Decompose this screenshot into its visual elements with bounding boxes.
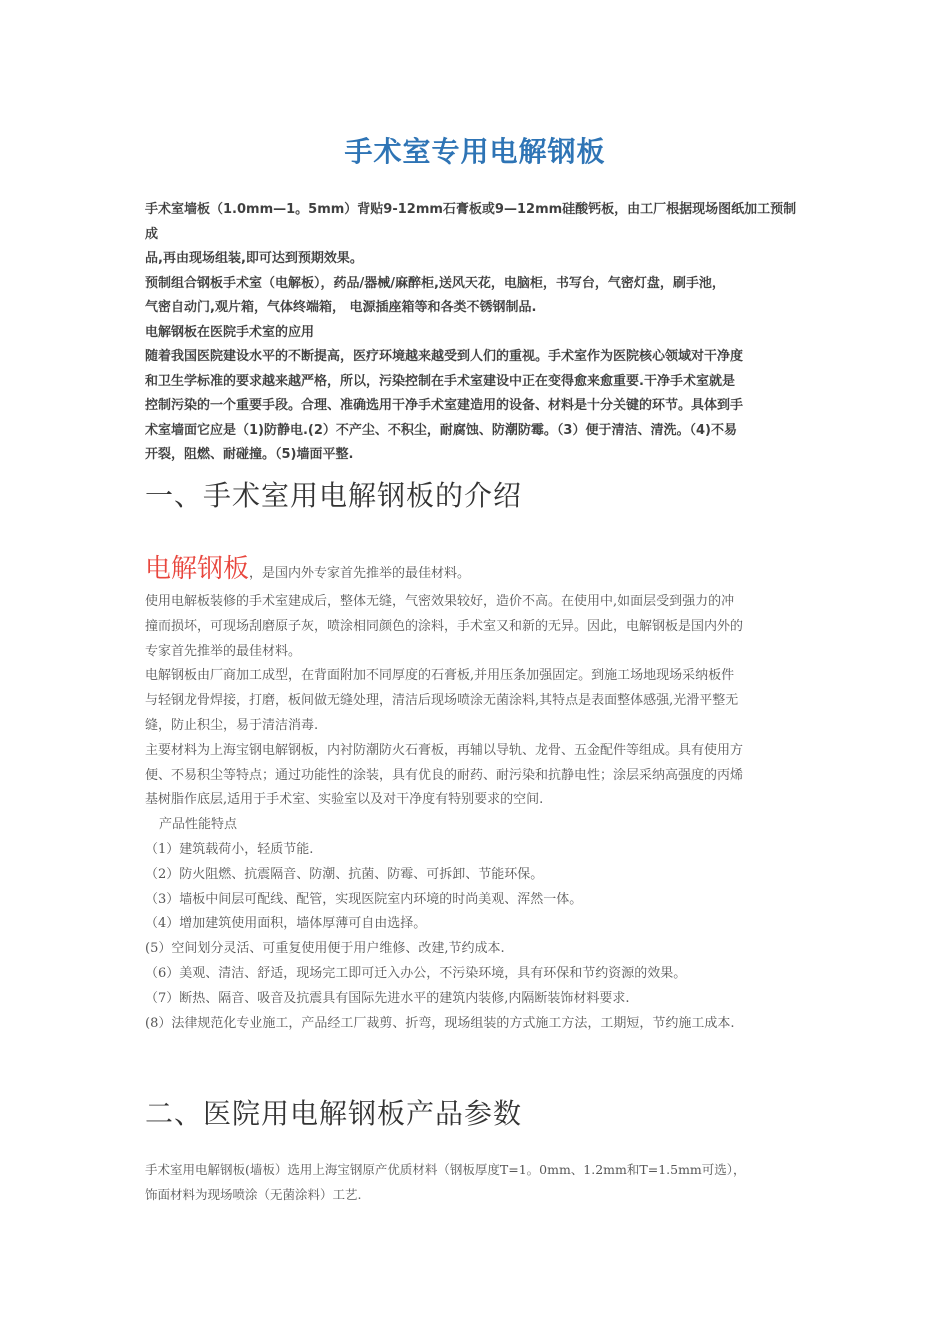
intro-line: 气密自动门,观片箱，气体终端箱， 电源插座箱等和各类不锈钢制品.: [145, 300, 537, 315]
intro-line: 品,再由现场组装,即可达到预期效果。: [145, 251, 363, 266]
paragraph-line: 撞而损坏，可现场刮磨原子灰，喷涂相同颜色的涂料，手术室又和新的无异。因此，电解钢板是国内外的: [145, 618, 744, 634]
feature-item: (8）法律规范化专业施工，产品经工厂裁剪、折弯，现场组装的方式施工方法，工期短，节约施工成本.: [145, 1015, 735, 1031]
section-2-heading: 二、医院用电解钢板产品参数: [145, 1097, 523, 1130]
feature-item: （3）墙板中间层可配线、配管，实现医院室内环境的时尚美观、浑然一体。: [145, 891, 583, 907]
section-1-body: [145, 590, 807, 1036]
paragraph-line: 电解钢板由厂商加工成型，在背面附加不同厚度的石膏板,并用压条加强固定。到施工场地现场采纳板件: [145, 668, 735, 684]
section-1-lead: [145, 548, 807, 585]
feature-item: （7）断热、隔音、吸音及抗震具有国际先进水平的建筑内装修,内隔断装饰材料要求.: [145, 990, 630, 1006]
lead-text: ，是国内外专家首先推举的最佳材料。: [249, 566, 471, 581]
feature-item: （4）增加建筑使用面积，墙体厚薄可自由选择。: [145, 916, 427, 932]
intro-line: 手术室墙板（1.0mm—1。5mm）背贴9-12mm石膏板或9—12mm硅酸钙板，由工厂根据现场图纸加工预制成: [145, 202, 797, 242]
intro-line: 控制污染的一个重要手段。合理、准确选用干净手术室建造用的设备、材料是十分关键的环节。具体到手: [145, 398, 744, 413]
intro-line: 和卫生学标准的要求越来越严格，所以，污染控制在手术室建设中正在变得愈来愈重要.干净手术室就是: [145, 373, 735, 389]
paragraph-line: 主要材料为上海宝钢电解钢板，内衬防潮防火石膏板，再辅以导轨、龙骨、五金配件等组成。具有使用方: [145, 742, 744, 758]
feature-item: （6）美观、清洁、舒适，现场完工即可迁入办公，不污染环境，具有环保和节约资源的效果。: [145, 965, 687, 981]
paragraph-line: 手术室用电解钢板(墙板）选用上海宝钢原产优质材料（钢板厚度T=1。0mm、1.2mm和T=1.5mm可选），: [145, 1162, 746, 1177]
features-title: 产品性能特点: [159, 817, 238, 833]
page-title: 手术室专用电解钢板: [344, 135, 606, 168]
section-2-body: [145, 1158, 807, 1207]
feature-item: （2）防火阻燃、抗震隔音、防潮、抗菌、防霉、可拆卸、节能环保。: [145, 866, 544, 882]
intro-line: 开裂，阻燃、耐碰撞。（5)墙面平整.: [145, 447, 354, 462]
paragraph-line: 饰面材料为现场喷涂（无菌涂料）工艺.: [145, 1186, 362, 1202]
section-1-heading: 一、手术室用电解钢板的介绍: [145, 479, 523, 512]
intro-line: 随着我国医院建设水平的不断提高，医疗环境越来越受到人们的重视。手术室作为医院核心领域对干净度: [145, 349, 744, 364]
lead-highlight: 电解钢板: [145, 554, 250, 584]
intro-line: 预制组合钢板手术室（电解板），药品/器械/麻醉柜,送风天花，电脑柜，书写台，气密灯盘，刷手池，: [145, 275, 725, 291]
intro-subheading: 电解钢板在医院手术室的应用: [145, 324, 315, 340]
paragraph-line: 基树脂作底层,适用于手术室、实验室以及对干净度有特别要求的空间.: [145, 792, 544, 808]
feature-item: （1）建筑载荷小，轻质节能.: [145, 841, 314, 857]
paragraph-line: 使用电解板装修的手术室建成后，整体无缝，气密效果较好，造价不高。在使用中,如面层受到强力的冲: [145, 594, 735, 609]
paragraph-line: 缝，防止积尘，易于清洁消毒.: [145, 717, 319, 733]
paragraph-line: 便、不易积尘等特点；通过功能性的涂装，具有优良的耐药、耐污染和抗静电性；涂层采纳高强度的丙烯: [145, 767, 744, 783]
intro-section: [145, 198, 807, 468]
paragraph-line: 与轻钢龙骨焊接，打磨，板间做无缝处理，清洁后现场喷涂无菌涂料,其特点是表面整体感强,光滑平整无: [145, 693, 739, 709]
intro-line: 术室墙面它应是（1)防静电.(2）不产尘、不积尘，耐腐蚀、防潮防霉。（3）便于清洁、清洗。（4)不易: [145, 422, 737, 438]
paragraph-line: 专家首先推举的最佳材料。: [145, 643, 302, 659]
feature-item: (5）空间划分灵活、可重复使用便于用户维修、改建,节约成本.: [145, 941, 505, 957]
